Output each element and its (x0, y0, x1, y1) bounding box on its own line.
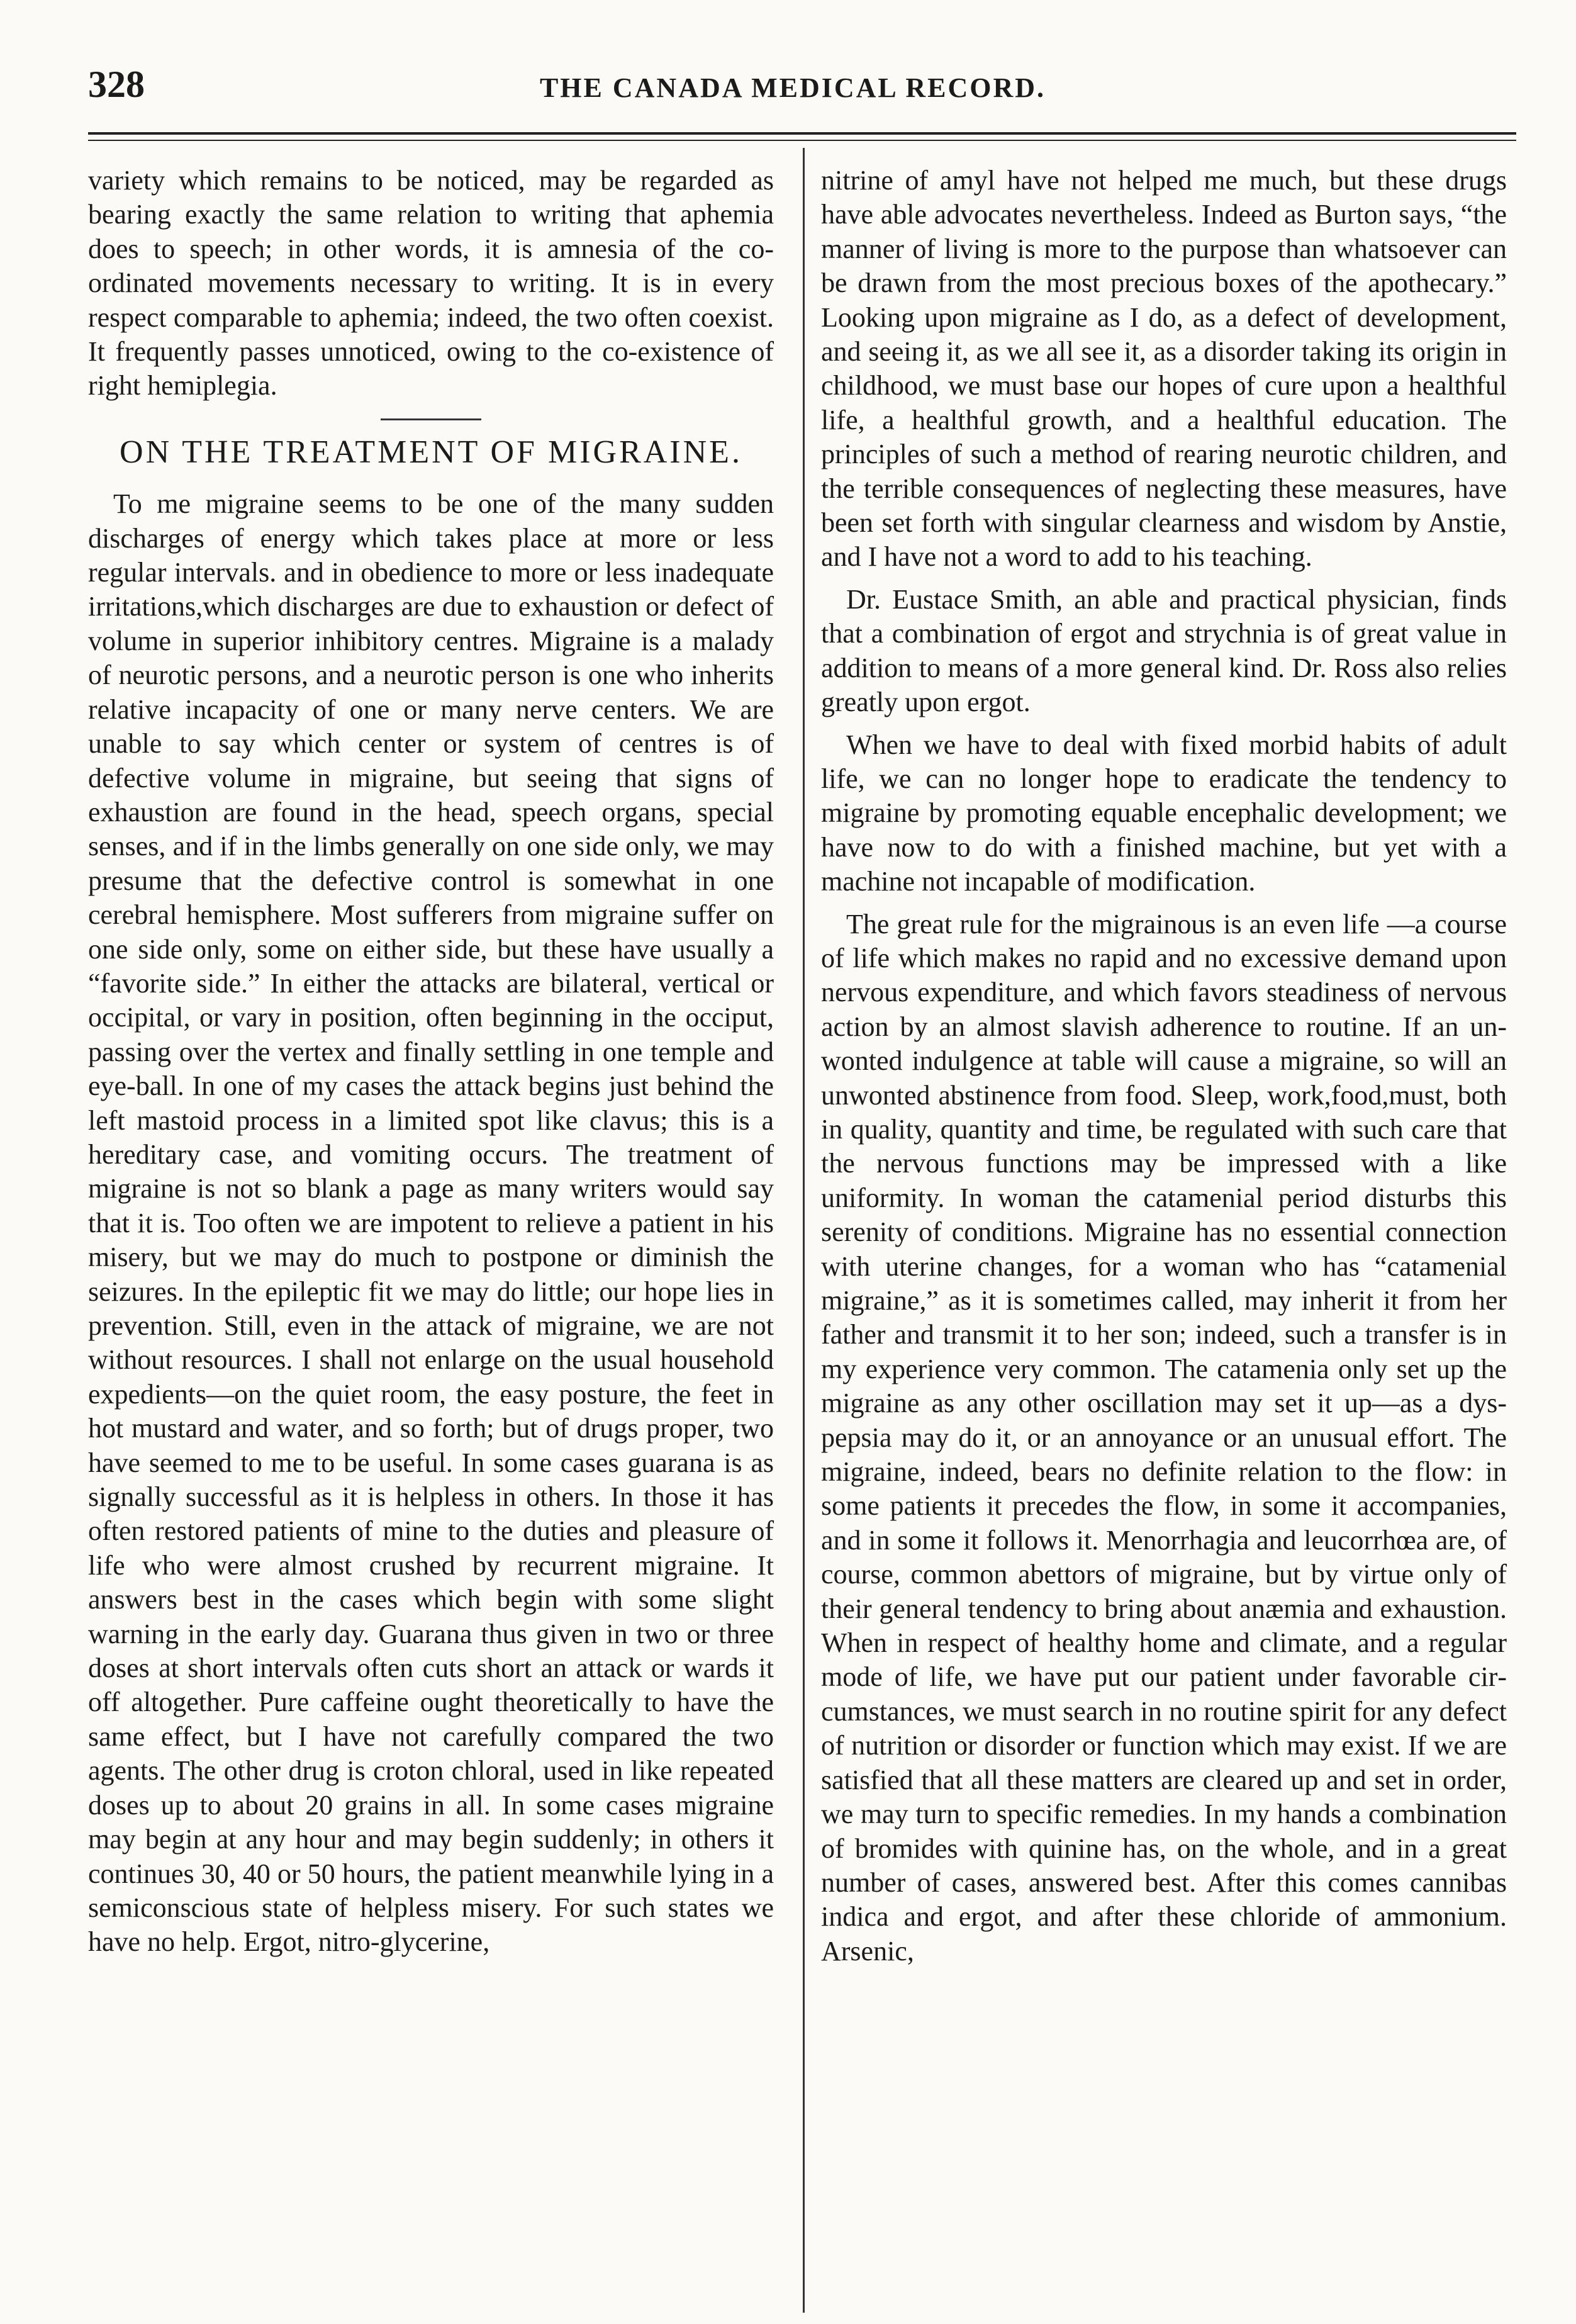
page-header (88, 63, 1516, 113)
left-column (88, 164, 774, 1960)
body-paragraph: nitrine of amyl have not helped me much, but these drugs have able advocates nevertheless. Indeed as Burton says, “the manner of living is more to the purpose than whatsoever can be drawn from the most precious boxes of the apothecary.” Looking upon migraine as I do, as a defect of development, and seeing it, as we all see it, as a disorder taking its origin in childhood, we must base our hopes of cure upon a healthful life, a healthful growth, and a healthful education. The principles of such a method of rearing neurotic children, and the terrible consequences of neglecting these measures, have been set forth with singular clearness and wisdom by Anstie, and I have not a word to add to his teaching. (821, 165, 1507, 573)
body-paragraph: When we have to deal with fixed morbid habits of adult life, we can no longer hope to eradicate the tendency to migraine by promoting equable encephalic development; we have now to do with a finished machine, but yet with a machine not incapable of modification. (821, 729, 1507, 897)
body-paragraph: To me migraine seems to be one of the many sudden discharges of energy which takes place at more or less regular intervals. and in obedience to more or less inadequate irritations,which discharges are due to exhaustion or defect of volume in superior inhibitory centres. Migraine is a malady of neurotic persons, and a neurotic person is one who inherits relative incapacity of one or many nerve centers. We are unable to say which center or system of centres is of defective volume in migraine, but seeing that signs of exhaustion are found in the head, speech organs, special senses, and if in the limbs generally on one side only, we may presume that the defective control is somewhat in one cerebral hemisphere. Most sufferers from migraine suffer on one side only, some on either side, but these have usually a “favorite side.” In either the attacks are bilateral, vertical or occipital, or vary in position, often beginning in the occiput, passing over the vertex and finally settling in one temple and eye-ball. In one of my cases the attack begins just behind the left mastoid process in a limited spot like clavus; this is a hereditary case, and vomiting occurs. The treatment of migraine is not so blank a page as many writers would say that it is. Too often we are impotent to relieve a patient in his misery, but we may do much to postpone or diminish the seizures. In the epileptic fit we may do little; our hope lies in prevention. Still, even in the attack of migraine, we are not without resources. I shall not enlarge on the usual household expedients—on the quiet room, the easy posture, the feet in hot mustard and water, and so forth; but of drugs proper, two have seemed to me to be useful. In some cases guarana is as signally successful as it is helpless in others. In those it has often restored patients of mine to the duties and pleasure of life who were almost crushed by recurrent migraine. It answers best in the cases which begin with some slight warning in the early day. Guarana thus given in two or three doses at short intervals often cuts short an attack or wards it off altogether. Pure caffeine ought theoretically to have the same effect, but I have not carefully compared the two agents. The other drug is croton chloral, used in like repeated doses up to about 20 grains in all. In some cases migraine may begin at any hour and may begin suddenly; in others it continues 30, 40 or 50 hours, the patient meanwhile lying in a semiconscious state of helpless misery. For such states we have no help. Ergot, nitro-glycerine, (88, 488, 774, 1958)
header-rule (88, 132, 1516, 135)
column-divider (803, 148, 805, 2313)
section-title: ON THE TREATMENT OF MIGRAINE. (120, 434, 742, 470)
running-head: THE CANADA MEDICAL RECORD. (539, 72, 1046, 103)
body-paragraph: The great rule for the migrainous is an even life —a course of life which makes no rapid and no excessive demand upon nervous expenditure, and which favors steadiness of nervous action by an almost slavish adherence to routine. If an unwonted indulgence at table will cause a migraine, so will an unwonted abstinence from food. Sleep, work,food,must, both in quality, quantity and time, be regulated with such care that the nervous functions may be impressed with a like uniformity. In woman the catamenial period disturbs this serenity of conditions. Migraine has no essential connection with uterine changes, for a woman who has “catamenial migraine,” as it is sometimes called, may inherit it from her father and transmit it to her son; indeed, such a transfer is in my experience very common. The catamenia only set up the migraine as any other oscillation may set it up—as a dyspepsia may do it, or an annoyance or an unusual effort. The migraine, indeed, bears no definite relation to the flow: in some patients it precedes the flow, in some it accompanies, and in some it follows it. Menorrhagia and leucorrhœa are, of course, common abettors of migraine, but by virtue only of their general tendency to bring about anæmia and exhaustion. When in respect of healthy home and climate, and a regular mode of life, we have put our patient under favorable circumstances, we must search in no routine spirit for any defect of nutrition or disorder or function which may exist. If we are satisfied that all these matters are cleared up and set in order, we may turn to specific remedies. In my hands a combination of bromides with quinine has, on the whole, and in a great number of cases, answered best. After this comes cannibas indica and ergot, and after these chloride of ammonium. Arsenic, (821, 908, 1507, 1967)
header-rule-thin (88, 140, 1516, 141)
section-divider (381, 418, 481, 420)
right-column (821, 164, 1507, 1968)
body-paragraph: Dr. Eustace Smith, an able and practical physician, finds that a combination of ergot and strychnia is of great value in addition to means of a more general kind. Dr. Ross also relies greatly upon ergot. (821, 583, 1507, 718)
continued-paragraph: variety which remains to be noticed, may be regarded as bearing exactly the same relation to writing that aphemia does to speech; in other words, it is amnesia of the co-ordinated movements necessary to writing. It is in every respect comparable to aphemia; indeed, the two often coexist. It frequently passes unnoticed, owing to the co-existence of right hemiplegia. (88, 165, 774, 401)
page-number: 328 (88, 64, 145, 105)
